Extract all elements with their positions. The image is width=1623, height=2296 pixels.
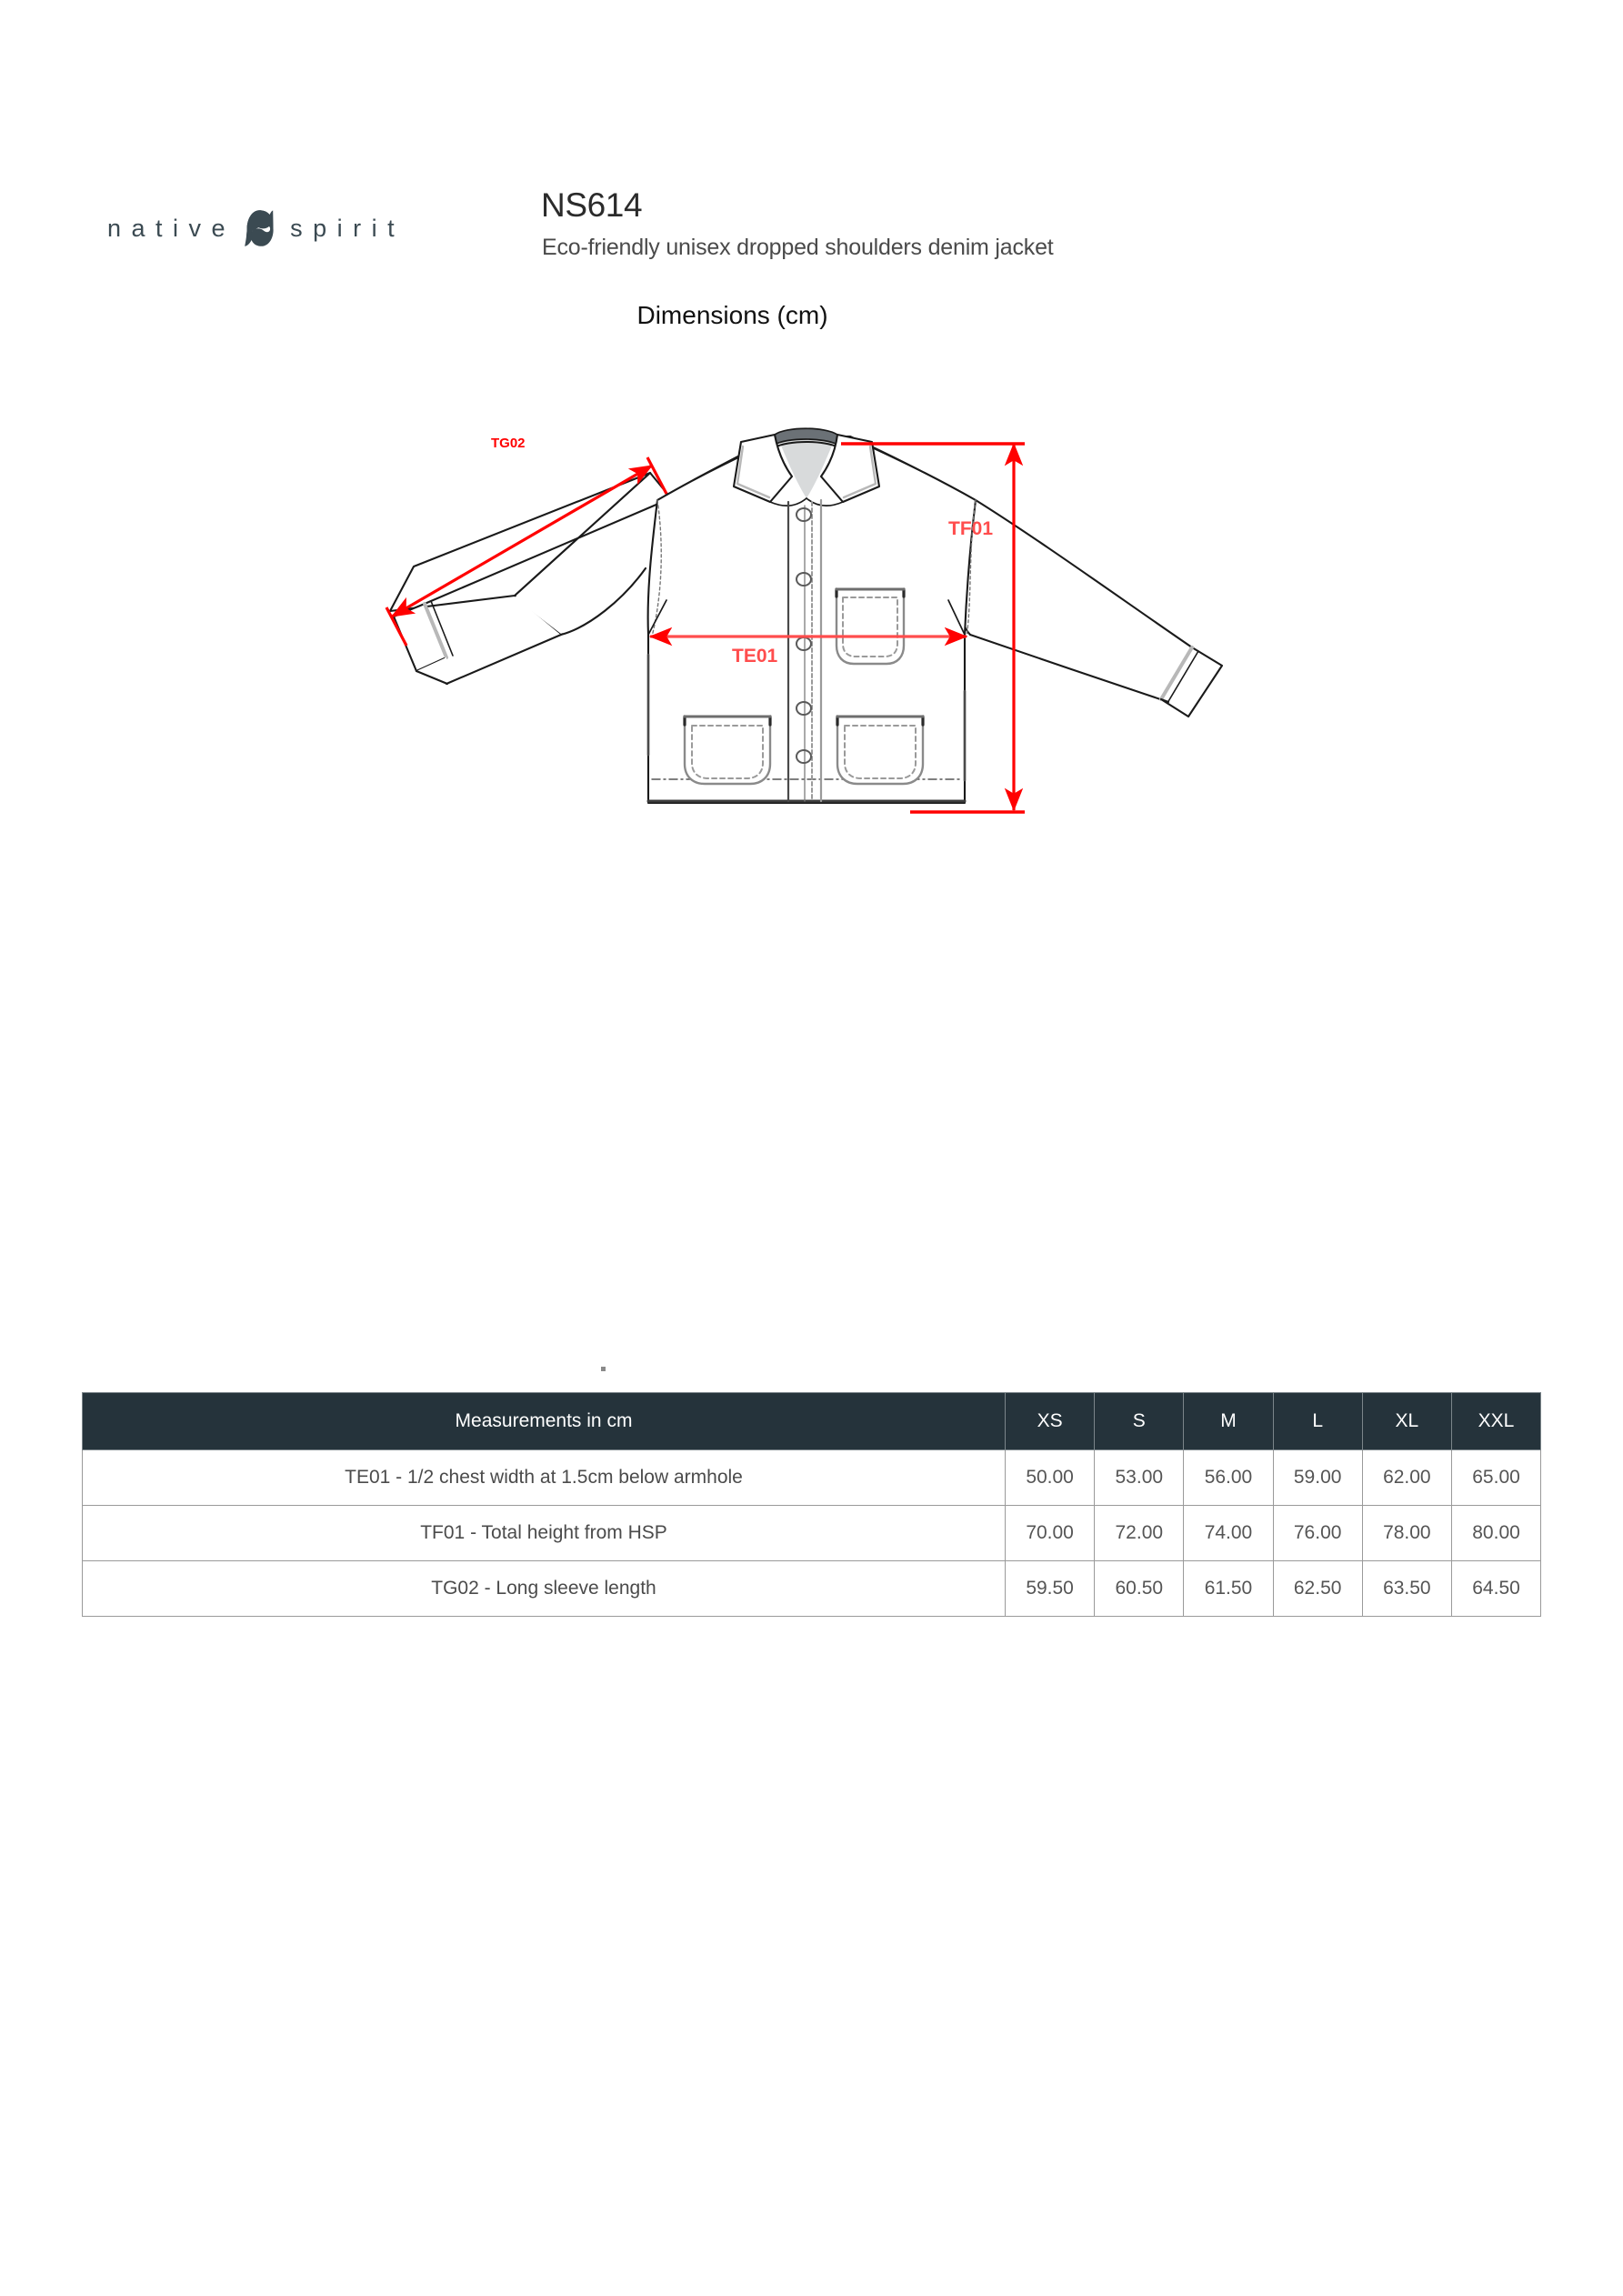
column-header-s: S	[1095, 1393, 1184, 1450]
cell-l: 62.50	[1273, 1561, 1362, 1617]
brand-logo	[107, 207, 405, 249]
lower-left-pocket	[685, 717, 770, 784]
brand-name-right: spirit	[290, 214, 406, 242]
garment-technical-drawing	[323, 327, 1287, 837]
callout-label-tg02: TG02	[491, 436, 526, 451]
row-label: TF01 - Total height from HSP	[83, 1506, 1006, 1561]
product-code: NS614	[541, 186, 643, 224]
cell-xl: 62.00	[1362, 1450, 1451, 1506]
cell-m: 74.00	[1184, 1506, 1273, 1561]
page-speck	[601, 1367, 606, 1371]
table-row	[83, 1450, 1541, 1506]
garment-outline	[390, 428, 1222, 803]
table-header-row	[83, 1393, 1541, 1450]
cell-xxl: 80.00	[1451, 1506, 1540, 1561]
cell-xxl: 64.50	[1451, 1561, 1540, 1617]
cell-s: 72.00	[1095, 1506, 1184, 1561]
column-header-xxl: XXL	[1451, 1393, 1540, 1450]
collar	[734, 428, 879, 506]
row-label: TE01 - 1/2 chest width at 1.5cm below armhole	[83, 1450, 1006, 1506]
cell-m: 56.00	[1184, 1450, 1273, 1506]
right-sleeve	[959, 473, 1222, 717]
left-sleeve	[390, 473, 671, 684]
column-header-l: L	[1273, 1393, 1362, 1450]
cell-l: 76.00	[1273, 1506, 1362, 1561]
lower-right-pocket	[837, 717, 923, 784]
callout-label-te01: TE01	[732, 646, 778, 667]
column-header-measurements: Measurements in cm	[83, 1393, 1006, 1450]
chest-pocket	[837, 589, 904, 664]
diagram-title	[0, 301, 1623, 330]
cell-xs: 70.00	[1006, 1506, 1095, 1561]
swirl-leaf-icon	[241, 208, 277, 248]
cell-xl: 78.00	[1362, 1506, 1451, 1561]
cell-s: 53.00	[1095, 1450, 1184, 1506]
cell-xl: 63.50	[1362, 1561, 1451, 1617]
brand-name-left: native	[107, 214, 236, 242]
callout-label-tf01: TF01	[948, 518, 994, 539]
column-header-xs: XS	[1006, 1393, 1095, 1450]
cell-s: 60.50	[1095, 1561, 1184, 1617]
size-table-container	[82, 1392, 1540, 1617]
page-header	[0, 0, 1623, 291]
size-measurements-table	[82, 1392, 1541, 1617]
table-row	[83, 1506, 1541, 1561]
row-label: TG02 - Long sleeve length	[83, 1561, 1006, 1617]
cell-xxl: 65.00	[1451, 1450, 1540, 1506]
column-header-xl: XL	[1362, 1393, 1451, 1450]
cell-xs: 50.00	[1006, 1450, 1095, 1506]
cell-xs: 59.50	[1006, 1561, 1095, 1617]
cell-l: 59.00	[1273, 1450, 1362, 1506]
table-row	[83, 1561, 1541, 1617]
diagram-title-text: Dimensions (cm)	[636, 301, 828, 329]
column-header-m: M	[1184, 1393, 1273, 1450]
cell-m: 61.50	[1184, 1561, 1273, 1617]
product-description: Eco-friendly unisex dropped shoulders denim jacket	[542, 235, 1054, 260]
